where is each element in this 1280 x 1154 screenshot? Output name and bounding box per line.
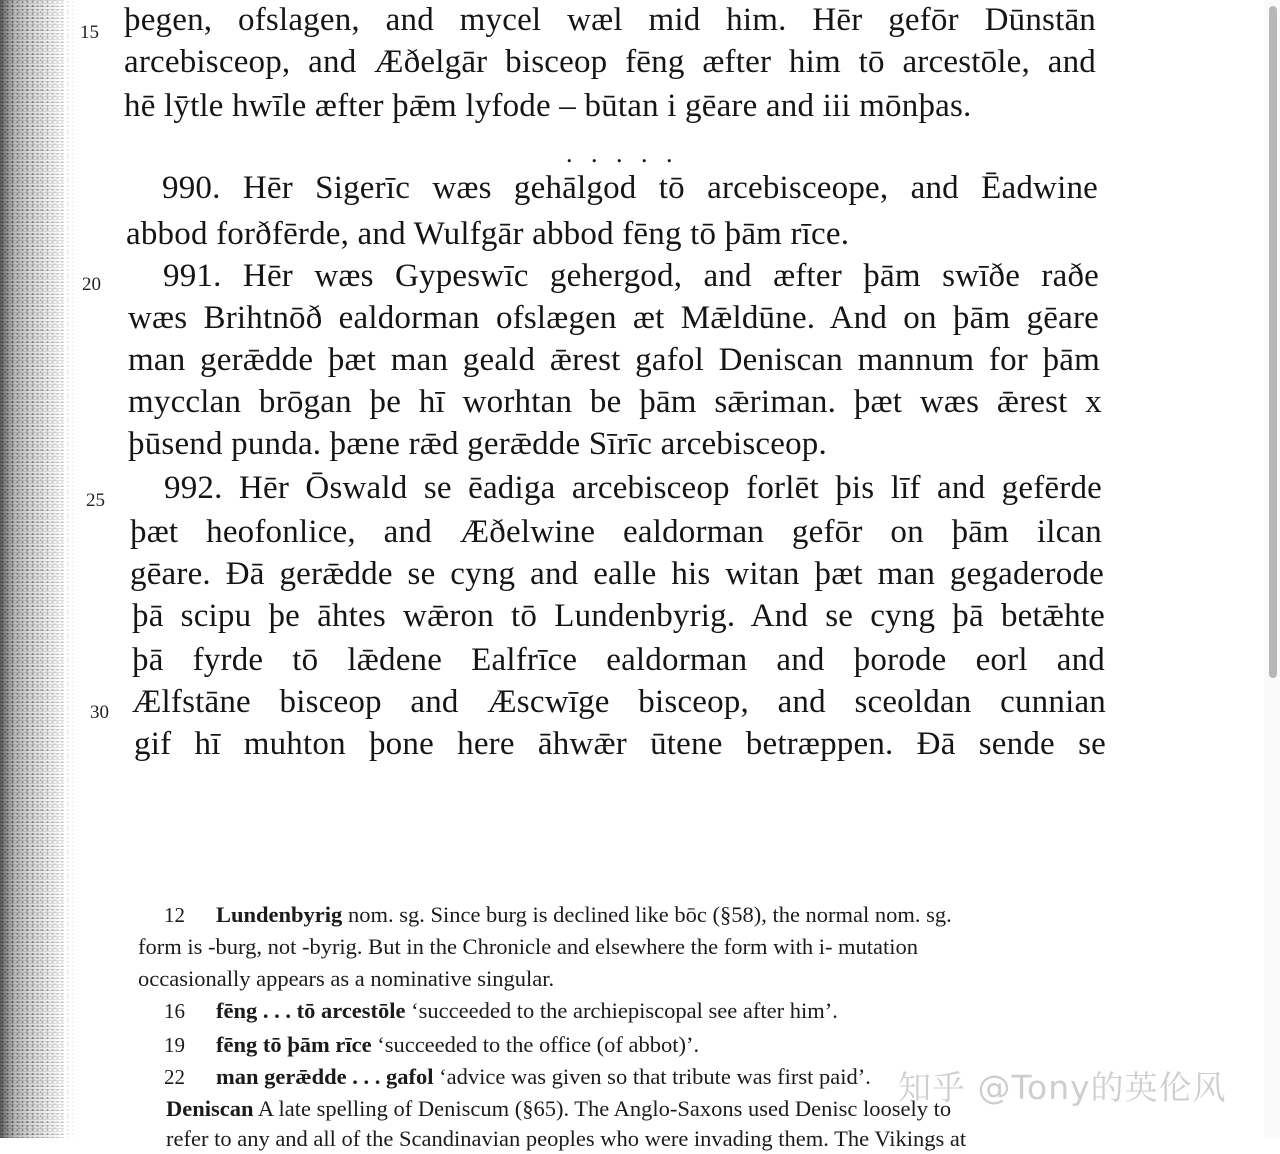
text-line-9: mycclan brōgan þe hī worhtan be þām sǣriman. þæt wæs ǣrest x — [128, 384, 1102, 420]
footnote-line-1 — [164, 900, 952, 930]
footnote-head: man gerǣdde . . . gafol — [216, 1064, 434, 1089]
text-line-4: 990. Hēr Sigerīc wæs gehālgod tō arcebisceope, and Ēadwine — [162, 170, 1098, 206]
footnote-text: ‘succeeded to the archiepiscopal see after him’. — [405, 998, 838, 1023]
footnote-line-7 — [166, 1094, 951, 1124]
line-number-30: 30 — [90, 702, 109, 723]
text-line-16: Ælfstāne bisceop and Æscwīge bisceop, and sceoldan cunnian — [132, 684, 1106, 720]
footnote-line-3 — [138, 964, 554, 994]
scan-noise — [0, 0, 80, 1138]
footnote-number: 19 — [164, 1033, 185, 1057]
footnote-text: nom. sg. Since burg is declined like bōc (§58), the normal nom. sg. — [342, 902, 952, 927]
footnote-line-6 — [164, 1062, 871, 1092]
text-line-2: arcebisceop, and Æðelgār bisceop fēng æfter him tō arcestōle, and — [124, 44, 1096, 80]
footnote-text: ‘succeeded to the office (of abbot)’. — [371, 1032, 700, 1057]
text-line-10: þūsend punda. þæne rǣd gerǣdde Sīrīc arcebisceop. — [128, 426, 827, 462]
text-line-1: þegen, ofslagen, and mycel wæl mid him. Hēr gefōr Dūnstān — [124, 2, 1096, 38]
footnote-line-2 — [138, 932, 918, 962]
line-number-25: 25 — [86, 490, 105, 511]
text-line-15: þā fyrde tō lǣdene Ealfrīce ealdorman and þorode eorl and — [132, 642, 1105, 678]
text-line-17: gif hī muhton þone here āhwǣr ūtene betræppen. Đā sende se — [134, 726, 1106, 762]
footnote-number: 22 — [164, 1065, 185, 1089]
footnote-number: 12 — [164, 903, 185, 927]
text-line-12: þæt heofonlice, and Æðelwine ealdorman gefōr on þām ilcan — [130, 514, 1102, 550]
text-line-7: wæs Brihtnōð ealdorman ofslægen æt Mǣldūne. And on þām gēare — [128, 300, 1099, 336]
footnote-text: refer to any and all of the Scandinavian peoples who were invading them. The Vikings at — [166, 1126, 967, 1151]
footnote-text: occasionally appears as a nominative singular. — [138, 966, 555, 991]
footnote-text: A late spelling of Deniscum (§65). The Anglo-Saxons used Denisc loosely to — [253, 1096, 952, 1121]
text-line-13: gēare. Đā gerǣdde se cyng and ealle his witan þæt man gegaderode — [130, 556, 1104, 592]
line-number-15: 15 — [80, 22, 99, 43]
footnote-line-5 — [164, 1030, 699, 1060]
footnote-line-8 — [166, 1124, 966, 1154]
ellipsis-separator: . . . . . — [566, 139, 679, 168]
footnote-head: fēng . . . tō arcestōle — [216, 998, 406, 1023]
text-line-5: abbod forðfērde, and Wulfgār abbod fēng tō þām rīce. — [126, 216, 850, 252]
footnote-head: Deniscan — [166, 1096, 254, 1121]
footnote-head: fēng tō þām rīce — [216, 1032, 372, 1057]
footnote-text: form is -burg, not -byrig. But in the Chronicle and elsewhere the form with i- mutation — [138, 934, 919, 959]
footnote-line-4 — [164, 996, 838, 1026]
watermark: 知乎 @Tony的英伦风 — [898, 1068, 1227, 1107]
scrollbar-thumb[interactable] — [1269, 6, 1277, 678]
text-line-14: þā scipu þe āhtes wǣron tō Lundenbyrig. And se cyng þā betǣhte — [132, 598, 1105, 634]
footnote-head: Lundenbyrig — [216, 902, 343, 927]
text-line-6: 991. Hēr wæs Gypeswīc gehergod, and æfter þām swīðe raðe — [163, 258, 1099, 294]
text-line-3: hē lȳtle hwīle æfter þǣm lyfode – būtan i gēare and iii mōnþas. — [124, 88, 972, 124]
text-line-8: man gerǣdde þæt man geald ǣrest gafol Deniscan mannum for þām — [128, 342, 1100, 378]
scrollbar[interactable] — [1264, 0, 1280, 1138]
footnote-number: 16 — [164, 999, 185, 1023]
line-number-20: 20 — [82, 274, 101, 295]
footnote-text: ‘advice was given so that tribute was first paid’. — [433, 1064, 871, 1089]
text-line-11: 992. Hēr Ōswald se ēadiga arcebisceop forlēt þis līf and gefērde — [164, 470, 1102, 506]
